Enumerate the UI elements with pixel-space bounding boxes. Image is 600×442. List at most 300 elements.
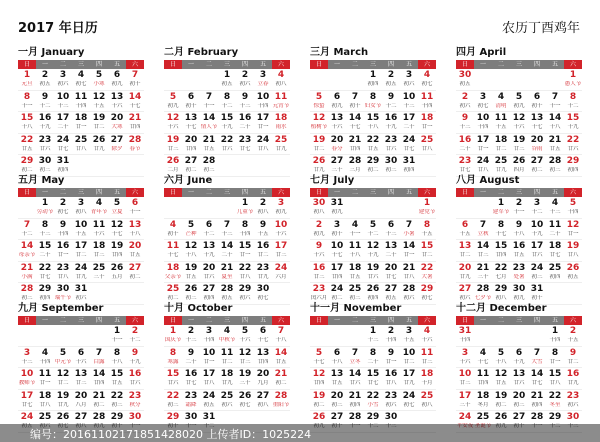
day-number: 9	[315, 241, 323, 251]
day-cell	[36, 368, 54, 389]
weekday-label: 五	[546, 316, 564, 325]
lunar-date: 大寒	[111, 124, 123, 130]
day-cell	[182, 240, 200, 261]
lunar-date: 廿一	[203, 358, 215, 365]
day-cell	[310, 197, 328, 218]
day-cell	[474, 368, 492, 389]
month-block	[18, 174, 144, 305]
lunar-date: 初六	[39, 423, 51, 429]
day-cell	[310, 347, 328, 368]
day-number: 14	[548, 113, 562, 123]
lunar-date: 三十	[477, 273, 489, 280]
day-cell	[218, 219, 236, 240]
day-number: 23	[312, 284, 326, 294]
day-cell	[564, 219, 582, 240]
day-number: 28	[202, 156, 216, 166]
week-row	[164, 69, 290, 91]
day-number: 20	[202, 262, 216, 273]
lunar-date: 十六	[331, 124, 343, 130]
lunar-date: 廿六	[129, 380, 141, 386]
day-cell	[72, 347, 90, 368]
lunar-date: 初五	[385, 295, 397, 301]
day-number: 3	[461, 347, 469, 358]
day-cell	[218, 262, 236, 283]
day-number: 14	[348, 113, 362, 123]
lunar-date: 二十	[385, 252, 397, 258]
day-cell	[510, 325, 528, 346]
day-number: 18	[220, 369, 234, 379]
day-number: 27	[256, 390, 270, 401]
lunar-date: 初十	[111, 423, 123, 429]
day-cell	[182, 134, 200, 155]
weekday-label: 三	[510, 188, 528, 197]
day-number: 13	[384, 241, 398, 251]
lunar-date: 十三	[403, 102, 415, 109]
weekday-label: 二	[492, 188, 510, 197]
lunar-date: 十八	[111, 358, 123, 365]
week-row	[18, 112, 144, 134]
lunar-date: 初七	[75, 81, 87, 87]
day-cell	[510, 69, 528, 90]
day-number: 30	[458, 70, 472, 80]
day-number: 18	[348, 262, 362, 273]
day-cell	[510, 283, 528, 304]
day-number: 22	[166, 390, 180, 401]
day-cell	[546, 347, 564, 368]
lunar-date: 十三	[221, 230, 233, 237]
day-number: 29	[420, 284, 434, 294]
day-cell	[474, 69, 492, 90]
day-cell	[564, 262, 582, 283]
lunar-date: 十三	[57, 102, 69, 109]
day-number: 28	[128, 134, 142, 145]
lunar-date: 廿六	[567, 145, 579, 152]
day-cell	[54, 91, 72, 112]
day-number: 29	[366, 156, 380, 166]
day-cell	[456, 240, 474, 261]
day-cell	[418, 197, 436, 218]
day-cell	[36, 91, 54, 112]
day-number: 12	[366, 241, 380, 251]
lunar-date: 十四	[567, 209, 579, 215]
day-cell	[126, 368, 144, 389]
day-cell	[364, 155, 382, 176]
day-number: 26	[166, 156, 180, 166]
day-cell	[200, 240, 218, 261]
lunar-date: 初九	[275, 209, 287, 215]
day-number: 28	[548, 156, 562, 166]
lunar-date: 十七	[129, 102, 141, 109]
lunar-date: 十一	[513, 209, 525, 215]
lunar-date: 十三	[239, 102, 251, 109]
day-number: 7	[351, 91, 359, 102]
day-number: 24	[56, 134, 70, 145]
day-cell	[528, 347, 546, 368]
lunar-date: 清明	[495, 102, 507, 109]
lunar-date: 十五	[567, 337, 579, 343]
lunar-date: 廿五	[367, 145, 379, 152]
day-cell	[400, 347, 418, 368]
day-cell	[456, 155, 474, 176]
day-number: 6	[387, 219, 395, 230]
lunar-date: 初十	[531, 295, 543, 301]
day-cell	[18, 134, 36, 155]
weekday-label: 六	[418, 60, 436, 69]
day-number: 17	[274, 241, 288, 251]
day-cell	[36, 262, 54, 283]
day-cell	[418, 390, 436, 411]
day-number: 6	[187, 91, 195, 102]
day-cell	[492, 390, 510, 411]
lunar-date: 十八	[21, 124, 33, 130]
day-number: 18	[494, 134, 508, 145]
day-cell	[254, 368, 272, 389]
day-cell	[546, 134, 564, 155]
day-cell	[108, 347, 126, 368]
lunar-date: 初三	[331, 401, 343, 408]
day-cell	[310, 325, 328, 346]
day-number: 9	[241, 91, 249, 102]
day-number: 14	[348, 369, 362, 379]
day-cell	[182, 283, 200, 304]
month-block	[164, 302, 290, 433]
day-number: 13	[128, 219, 142, 230]
weekday-label: 二	[54, 60, 72, 69]
day-cell	[456, 219, 474, 240]
day-number: 30	[128, 412, 142, 422]
lunar-date: 廿五	[549, 145, 561, 152]
day-number: 7	[479, 219, 487, 230]
day-number: 24	[20, 412, 34, 422]
day-number: 26	[312, 412, 326, 422]
day-number: 11	[92, 219, 106, 230]
weekday-label: 三	[364, 188, 382, 197]
day-number: 30	[38, 156, 52, 166]
lunar-date: 十六	[313, 252, 325, 258]
day-cell	[54, 197, 72, 218]
day-cell	[236, 91, 254, 112]
day-number: 16	[566, 369, 580, 379]
day-number: 30	[384, 156, 398, 166]
lunar-date: 廿八	[385, 380, 397, 386]
weekday-label: 二	[54, 188, 72, 197]
lunar-date: 廿三	[275, 252, 287, 258]
lunar-date: 廿二	[495, 145, 507, 152]
day-number: 7	[223, 219, 231, 230]
day-number: 26	[494, 412, 508, 422]
day-cell	[164, 219, 182, 240]
day-cell	[456, 325, 474, 346]
day-cell	[236, 325, 254, 346]
day-cell	[310, 91, 328, 112]
day-cell	[182, 155, 200, 176]
day-number: 9	[59, 219, 67, 230]
week-row	[164, 112, 290, 134]
day-number: 21	[348, 390, 362, 401]
day-cell	[510, 91, 528, 112]
day-cell	[328, 197, 346, 218]
day-number: 29	[110, 412, 124, 422]
day-cell	[236, 347, 254, 368]
day-number: 19	[512, 134, 526, 145]
lunar-date: 十三	[567, 423, 579, 429]
day-cell	[310, 134, 328, 155]
lunar-date: 初十	[167, 230, 179, 237]
weekday-label: 三	[72, 316, 90, 325]
day-cell	[54, 155, 72, 176]
day-cell	[90, 91, 108, 112]
day-cell	[418, 155, 436, 176]
day-cell	[200, 262, 218, 283]
day-cell	[200, 91, 218, 112]
day-cell	[54, 219, 72, 240]
weekday-label: 六	[126, 60, 144, 69]
day-cell	[492, 283, 510, 304]
lunar-date: 十一	[111, 337, 123, 343]
day-number: 2	[241, 70, 249, 80]
day-number: 13	[530, 113, 544, 123]
weekday-label: 一	[182, 60, 200, 69]
day-number: 11	[220, 347, 234, 358]
lunar-date: 七夕节	[474, 295, 492, 301]
day-cell	[310, 69, 328, 90]
lunar-date: 十九	[39, 124, 51, 130]
day-number: 17	[458, 390, 472, 401]
day-number: 13	[512, 369, 526, 379]
week-row	[310, 197, 436, 219]
lunar-date: 廿九	[403, 380, 415, 386]
day-cell	[272, 347, 290, 368]
day-cell	[236, 69, 254, 90]
weekday-label: 四	[90, 60, 108, 69]
day-number: 26	[110, 262, 124, 273]
weekday-label: 五	[108, 188, 126, 197]
day-cell	[72, 91, 90, 112]
day-number: 29	[238, 284, 252, 294]
lunar-date: 初九	[331, 102, 343, 109]
week-row	[456, 262, 582, 284]
lunar-date: 廿二	[567, 358, 579, 365]
day-number: 30	[256, 284, 270, 294]
day-cell	[254, 390, 272, 411]
weekday-label: 六	[126, 188, 144, 197]
day-number: 7	[405, 219, 413, 230]
month-name: 十月 October	[164, 303, 233, 314]
lunar-date: 廿八	[403, 273, 415, 280]
day-cell	[36, 69, 54, 90]
day-number: 8	[113, 347, 121, 358]
lunar-date: 建军节	[492, 209, 510, 215]
lunar-date: 十三	[459, 124, 471, 130]
weekday-label: 四	[382, 188, 400, 197]
day-number: 19	[56, 390, 70, 401]
lunar-date: 白露	[93, 358, 105, 365]
lunar-date: 十七	[495, 230, 507, 237]
day-cell	[200, 112, 218, 133]
day-number: 18	[476, 390, 490, 401]
day-cell	[474, 134, 492, 155]
day-cell	[254, 347, 272, 368]
day-number: 26	[184, 284, 198, 294]
lunar-date: 初四	[531, 401, 543, 408]
day-number: 31	[402, 156, 416, 166]
lunar-date: 小暑	[403, 230, 415, 237]
day-number: 31	[56, 156, 70, 166]
lunar-date: 初十	[185, 102, 197, 109]
day-number: 20	[330, 134, 344, 145]
lunar-date: 廿一	[477, 145, 489, 152]
lunar-date: 初九	[111, 81, 123, 87]
lunar-year-label: 农历丁酉鸡年	[501, 21, 580, 36]
day-number: 28	[20, 284, 34, 294]
day-cell	[346, 69, 364, 90]
day-number: 7	[131, 70, 139, 80]
lunar-date: 十八	[275, 337, 287, 343]
day-number: 29	[548, 412, 562, 422]
day-number: 7	[277, 326, 285, 336]
day-number: 18	[548, 241, 562, 251]
day-cell	[18, 262, 36, 283]
day-cell	[492, 262, 510, 283]
day-cell	[528, 69, 546, 90]
lunar-date: 初三	[349, 295, 361, 301]
day-cell	[528, 219, 546, 240]
day-number: 13	[202, 241, 216, 251]
day-cell	[418, 91, 436, 112]
lunar-date: 劳动节	[36, 209, 54, 215]
day-cell	[90, 112, 108, 133]
day-number: 25	[548, 262, 562, 273]
lunar-date: 十二	[21, 230, 33, 237]
day-number: 3	[405, 70, 413, 80]
day-number: 23	[38, 134, 52, 145]
lunar-date: 廿三	[75, 380, 87, 386]
day-number: 1	[369, 70, 377, 80]
day-cell	[126, 347, 144, 368]
day-number: 4	[551, 198, 559, 208]
day-cell	[492, 112, 510, 133]
day-number: 11	[420, 91, 434, 102]
day-number: 5	[315, 91, 323, 102]
day-number: 30	[312, 198, 326, 208]
lunar-date: 初四	[57, 167, 69, 173]
lunar-date: 二十	[39, 252, 51, 258]
day-number: 28	[476, 284, 490, 294]
weekday-header	[164, 316, 290, 325]
day-cell	[328, 91, 346, 112]
lunar-date: 初三	[549, 167, 561, 173]
lunar-date: 廿一	[403, 252, 415, 258]
day-cell	[346, 390, 364, 411]
day-number: 3	[77, 198, 85, 208]
weekday-label: 二	[200, 316, 218, 325]
day-number: 4	[223, 326, 231, 336]
lunar-date: 廿七	[367, 380, 379, 386]
day-cell	[418, 219, 436, 240]
day-number: 15	[366, 369, 380, 379]
weekday-header	[18, 60, 144, 69]
day-number: 13	[330, 113, 344, 123]
day-cell	[382, 219, 400, 240]
lunar-date: 廿九	[75, 273, 87, 280]
lunar-date: 初六	[221, 401, 233, 408]
weekday-label: 一	[182, 188, 200, 197]
day-number: 13	[110, 91, 124, 102]
day-cell	[254, 155, 272, 176]
day-number: 10	[476, 113, 490, 123]
calendar-grid	[18, 46, 582, 429]
weekday-label: 五	[400, 60, 418, 69]
day-cell	[54, 69, 72, 90]
day-number: 4	[423, 326, 431, 336]
day-number: 14	[476, 241, 490, 251]
day-number: 18	[92, 241, 106, 251]
lunar-date: 廿二	[75, 252, 87, 258]
day-number: 23	[56, 262, 70, 273]
lunar-date: 初二	[367, 167, 379, 173]
day-number: 29	[494, 284, 508, 294]
lunar-date: 十五	[421, 230, 433, 237]
lunar-date: 植树节	[310, 124, 328, 130]
weekday-header	[456, 316, 582, 325]
lunar-date: 十三	[39, 230, 51, 237]
lunar-date: 廿九	[495, 167, 507, 173]
day-number: 15	[38, 241, 52, 251]
day-number: 11	[166, 241, 180, 251]
day-number: 7	[95, 347, 103, 358]
day-number: 27	[512, 412, 526, 422]
lunar-date: 中元节	[54, 358, 72, 365]
lunar-date: 二十	[367, 358, 379, 365]
day-cell	[382, 69, 400, 90]
day-number: 16	[56, 241, 70, 251]
day-cell	[564, 155, 582, 176]
weekday-header	[456, 188, 582, 197]
lunar-date: 初二	[21, 167, 33, 173]
lunar-date: 廿五	[331, 380, 343, 386]
weekday-label: 五	[546, 60, 564, 69]
day-number: 8	[241, 219, 249, 230]
day-cell	[382, 262, 400, 283]
day-number: 25	[274, 134, 288, 145]
month-block	[164, 174, 290, 305]
day-cell	[126, 325, 144, 346]
day-cell	[564, 325, 582, 346]
day-cell	[90, 390, 108, 411]
day-cell	[510, 262, 528, 283]
day-cell	[364, 368, 382, 389]
day-number: 15	[166, 369, 180, 379]
day-cell	[474, 347, 492, 368]
lunar-date: 初七	[477, 102, 489, 109]
day-number: 10	[402, 91, 416, 102]
day-cell	[54, 368, 72, 389]
day-cell	[218, 155, 236, 176]
weekday-label: 三	[72, 60, 90, 69]
lunar-date: 廿五	[275, 358, 287, 365]
month-name: 四月 April	[456, 47, 507, 58]
day-cell	[400, 197, 418, 218]
weekday-label: 四	[236, 60, 254, 69]
day-number: 23	[128, 390, 142, 401]
day-number: 14	[530, 369, 544, 379]
day-cell	[474, 197, 492, 218]
day-number: 25	[220, 390, 234, 401]
day-cell	[126, 112, 144, 133]
day-cell	[254, 134, 272, 155]
lunar-date: 初六	[57, 81, 69, 87]
lunar-date: 廿三	[513, 145, 525, 152]
